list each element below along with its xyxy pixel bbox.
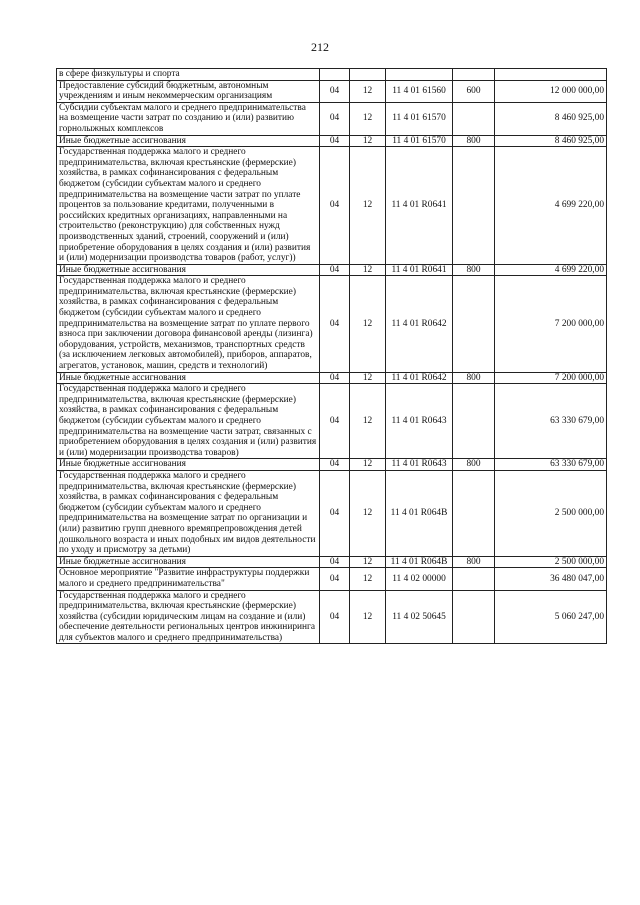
cell-section bbox=[320, 69, 350, 81]
table-row bbox=[57, 80, 607, 102]
cell-expense-type bbox=[453, 147, 495, 265]
cell-amount: 8 460 925,00 bbox=[495, 102, 607, 135]
cell-name: Государственная поддержка малого и среднего предпринимательства, включая крестьянские (фермерские) хозяйства, в рамках софинансирования с федеральным бюджетом (субсидии субъектам малого и среднего предпринимательства на возмещение части затрат по уплате процентов за пользование кредитами, полученными в российских кредитных организациях, направленными на строительство (реконструкцию) для собственных нужд производственных зданий, строений, сооружений и (или) приобретение оборудования в целях создания и (или) развития и (или) модернизации производства товаров (работ, услуг)) bbox=[57, 147, 320, 265]
cell-target-article: 11 4 01 61570 bbox=[386, 102, 453, 135]
cell-section: 04 bbox=[320, 459, 350, 471]
cell-section: 04 bbox=[320, 276, 350, 372]
cell-target-article: 11 4 01 R0642 bbox=[386, 372, 453, 384]
cell-name: Иные бюджетные ассигнования bbox=[57, 372, 320, 384]
cell-target-article: 11 4 01 61570 bbox=[386, 135, 453, 147]
cell-subsection: 12 bbox=[350, 590, 386, 644]
cell-expense-type bbox=[453, 568, 495, 590]
cell-name: Государственная поддержка малого и среднего предпринимательства, включая крестьянские (фермерские) хозяйства, в рамках софинансирования с федеральным бюджетом (субсидии субъектам малого и среднего предпринимательства на возмещение затрат по уплате первого взноса при заключении договора финансовой аренды (лизинга) оборудования, устройств, механизмов, транспортных средств (за исключением легковых автомобилей), приборов, аппаратов, агрегатов, установок, машин, средств и технологий) bbox=[57, 276, 320, 372]
cell-amount: 2 500 000,00 bbox=[495, 470, 607, 556]
cell-name: Основное мероприятие "Развитие инфраструктуры поддержки малого и среднего предпринимательства" bbox=[57, 568, 320, 590]
cell-name: Иные бюджетные ассигнования bbox=[57, 459, 320, 471]
cell-subsection: 12 bbox=[350, 276, 386, 372]
cell-target-article: 11 4 01 R0642 bbox=[386, 276, 453, 372]
cell-amount bbox=[495, 69, 607, 81]
cell-name: Государственная поддержка малого и среднего предпринимательства, включая крестьянские (фермерские) хозяйства, в рамках софинансирования с федеральным бюджетом (субсидии субъектам малого и среднего предпринимательства на возмещение части затрат, связанных с приобретением оборудования в целях создания и (или) развития и (или) модернизации производства товаров) bbox=[57, 384, 320, 459]
cell-name: Предоставление субсидий бюджетным, автономным учреждениям и иным некоммерческим организациям bbox=[57, 80, 320, 102]
cell-name: Субсидии субъектам малого и среднего предпринимательства на возмещение части затрат по созданию и (или) развитию горнолыжных комплексов bbox=[57, 102, 320, 135]
table-row bbox=[57, 590, 607, 644]
cell-expense-type bbox=[453, 276, 495, 372]
table-row bbox=[57, 69, 607, 81]
cell-expense-type bbox=[453, 384, 495, 459]
cell-name: Иные бюджетные ассигнования bbox=[57, 264, 320, 276]
table-row bbox=[57, 147, 607, 265]
cell-target-article: 11 4 02 50645 bbox=[386, 590, 453, 644]
cell-subsection: 12 bbox=[350, 147, 386, 265]
cell-name: Иные бюджетные ассигнования bbox=[57, 556, 320, 568]
cell-section: 04 bbox=[320, 372, 350, 384]
cell-amount: 12 000 000,00 bbox=[495, 80, 607, 102]
cell-name: Иные бюджетные ассигнования bbox=[57, 135, 320, 147]
cell-target-article: 11 4 01 R0641 bbox=[386, 147, 453, 265]
cell-subsection: 12 bbox=[350, 80, 386, 102]
cell-subsection: 12 bbox=[350, 556, 386, 568]
cell-section: 04 bbox=[320, 556, 350, 568]
cell-section: 04 bbox=[320, 384, 350, 459]
cell-expense-type: 800 bbox=[453, 459, 495, 471]
cell-subsection: 12 bbox=[350, 264, 386, 276]
cell-subsection: 12 bbox=[350, 568, 386, 590]
cell-section: 04 bbox=[320, 568, 350, 590]
cell-target-article: 11 4 01 R064В bbox=[386, 556, 453, 568]
cell-name: Государственная поддержка малого и среднего предпринимательства, включая крестьянские (фермерские) хозяйства, в рамках софинансирования с федеральным бюджетом (субсидии субъектам малого и среднего предпринимательства на возмещение затрат по организации и (или) развитию групп дневного времяпрепровождения детей дошкольного возраста и иных подобных им видов деятельности по уходу и присмотру за детьми) bbox=[57, 470, 320, 556]
table-row bbox=[57, 135, 607, 147]
cell-subsection: 12 bbox=[350, 384, 386, 459]
cell-section: 04 bbox=[320, 590, 350, 644]
cell-amount: 7 200 000,00 bbox=[495, 276, 607, 372]
cell-target-article: 11 4 02 00000 bbox=[386, 568, 453, 590]
cell-subsection: 12 bbox=[350, 470, 386, 556]
cell-amount: 7 200 000,00 bbox=[495, 372, 607, 384]
cell-section: 04 bbox=[320, 147, 350, 265]
cell-amount: 5 060 247,00 bbox=[495, 590, 607, 644]
table-row bbox=[57, 276, 607, 372]
cell-section: 04 bbox=[320, 135, 350, 147]
cell-amount: 2 500 000,00 bbox=[495, 556, 607, 568]
cell-amount: 8 460 925,00 bbox=[495, 135, 607, 147]
cell-expense-type bbox=[453, 69, 495, 81]
cell-amount: 4 699 220,00 bbox=[495, 264, 607, 276]
cell-section: 04 bbox=[320, 264, 350, 276]
cell-expense-type: 800 bbox=[453, 372, 495, 384]
cell-name: в сфере физкультуры и спорта bbox=[57, 69, 320, 81]
cell-section: 04 bbox=[320, 470, 350, 556]
cell-expense-type bbox=[453, 470, 495, 556]
table-row bbox=[57, 556, 607, 568]
cell-target-article: 11 4 01 R0643 bbox=[386, 384, 453, 459]
cell-amount: 36 480 047,00 bbox=[495, 568, 607, 590]
cell-target-article: 11 4 01 R064В bbox=[386, 470, 453, 556]
cell-expense-type: 800 bbox=[453, 264, 495, 276]
cell-target-article bbox=[386, 69, 453, 81]
cell-expense-type: 800 bbox=[453, 556, 495, 568]
table-row bbox=[57, 372, 607, 384]
cell-target-article: 11 4 01 61560 bbox=[386, 80, 453, 102]
cell-subsection: 12 bbox=[350, 459, 386, 471]
budget-table bbox=[56, 68, 607, 644]
budget-table-body bbox=[57, 69, 607, 644]
table-row bbox=[57, 264, 607, 276]
table-row bbox=[57, 568, 607, 590]
cell-subsection: 12 bbox=[350, 102, 386, 135]
cell-section: 04 bbox=[320, 80, 350, 102]
table-row bbox=[57, 384, 607, 459]
cell-amount: 4 699 220,00 bbox=[495, 147, 607, 265]
cell-subsection: 12 bbox=[350, 135, 386, 147]
cell-section: 04 bbox=[320, 102, 350, 135]
table-row bbox=[57, 459, 607, 471]
cell-expense-type: 600 bbox=[453, 80, 495, 102]
page-number: 212 bbox=[311, 40, 329, 54]
cell-subsection bbox=[350, 69, 386, 81]
cell-target-article: 11 4 01 R0643 bbox=[386, 459, 453, 471]
table-row bbox=[57, 470, 607, 556]
cell-expense-type: 800 bbox=[453, 135, 495, 147]
cell-target-article: 11 4 01 R0641 bbox=[386, 264, 453, 276]
table-row bbox=[57, 102, 607, 135]
cell-expense-type bbox=[453, 102, 495, 135]
cell-amount: 63 330 679,00 bbox=[495, 459, 607, 471]
cell-subsection: 12 bbox=[350, 372, 386, 384]
cell-expense-type bbox=[453, 590, 495, 644]
cell-name: Государственная поддержка малого и среднего предпринимательства, включая крестьянские (фермерские) хозяйства (субсидии юридическим лицам на создание и (или) обеспечение деятельности региональных центров инжиниринга для субъектов малого и среднего предпринимательства) bbox=[57, 590, 320, 644]
cell-amount: 63 330 679,00 bbox=[495, 384, 607, 459]
